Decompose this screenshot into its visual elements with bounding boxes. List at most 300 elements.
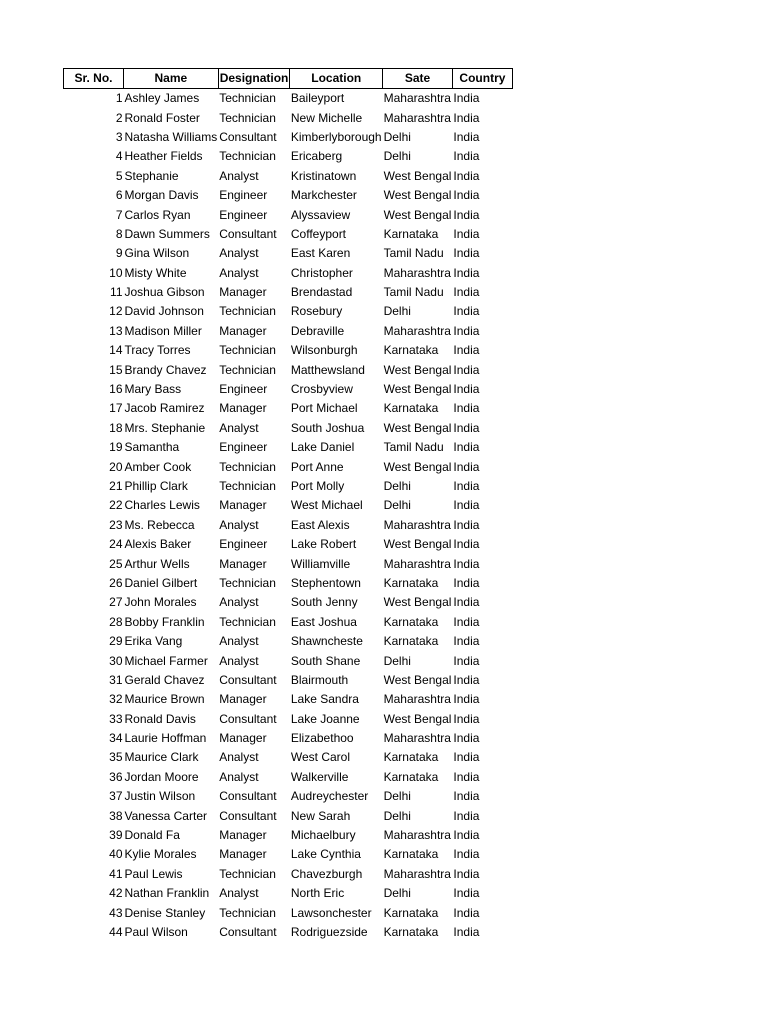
state-cell[interactable]: Maharashtra [383, 828, 451, 843]
table-row [64, 128, 513, 147]
state-cell[interactable]: Delhi [383, 479, 411, 493]
state-cell[interactable]: Delhi [383, 498, 411, 513]
designation-cell[interactable]: Analyst [219, 420, 259, 435]
table-row [64, 516, 513, 535]
table-row [64, 651, 513, 670]
country-cell[interactable]: India [453, 750, 480, 765]
header-row [64, 69, 513, 89]
designation-cell[interactable]: Technician [219, 905, 276, 920]
country-cell[interactable]: India [453, 401, 480, 416]
designation-cell[interactable]: Technician [219, 614, 276, 629]
location-cell[interactable]: Kristinatown [290, 168, 357, 183]
table-row [64, 787, 513, 806]
table-row [64, 496, 513, 515]
country-cell[interactable]: India [453, 207, 480, 222]
designation-cell[interactable]: Technician [219, 459, 276, 474]
state-cell[interactable]: West Bengal [383, 188, 452, 203]
designation-cell[interactable]: Manager [219, 498, 267, 513]
state-cell[interactable]: Karnataka [383, 847, 439, 862]
location-cell[interactable]: West Carol [290, 750, 351, 765]
name-cell[interactable]: Natasha Williams [124, 129, 218, 144]
sr-no-cell[interactable]: 43 [109, 905, 123, 920]
name-cell[interactable]: Joshua Gibson [124, 285, 205, 300]
table-row [64, 923, 513, 942]
table-row [64, 729, 513, 748]
designation-cell[interactable]: Manager [219, 828, 267, 843]
country-cell[interactable]: India [453, 886, 480, 901]
designation-cell[interactable]: Technician [219, 866, 276, 881]
country-cell[interactable]: India [453, 711, 480, 726]
name-cell[interactable]: Jordan Moore [124, 769, 199, 784]
name-cell[interactable]: Denise Stanley [124, 905, 206, 920]
table-row [64, 244, 513, 263]
country-cell[interactable]: India [453, 285, 480, 300]
name-cell[interactable]: Nathan Franklin [124, 886, 210, 901]
location-cell[interactable]: Blairmouth [290, 672, 349, 687]
country-cell[interactable]: India [453, 692, 480, 707]
location-cell[interactable]: Lake Sandra [290, 692, 359, 707]
country-cell[interactable]: India [453, 847, 480, 862]
designation-cell[interactable]: Manager [219, 323, 267, 338]
country-cell[interactable]: India [453, 498, 480, 513]
sr-no-cell[interactable]: 1 [115, 91, 123, 106]
country-cell[interactable]: India [453, 362, 480, 377]
country-cell[interactable]: India [453, 129, 480, 144]
name-cell[interactable]: Paul Lewis [124, 866, 183, 881]
state-cell[interactable]: West Bengal [383, 207, 452, 222]
sr-no-cell[interactable]: 2 [115, 110, 123, 125]
name-cell[interactable]: Laurie Hoffman [124, 731, 207, 746]
table-row [64, 89, 513, 109]
sr-no-cell[interactable]: 35 [109, 750, 123, 765]
name-cell[interactable]: John Morales [124, 595, 197, 610]
country-cell[interactable]: India [453, 323, 480, 338]
location-cell[interactable]: Shawncheste [290, 634, 363, 649]
country-cell[interactable]: India [453, 828, 480, 843]
name-cell[interactable]: Kylie Morales [124, 847, 197, 862]
location-cell[interactable]: Coffeyport [290, 226, 347, 241]
location-cell[interactable]: Williamville [290, 556, 351, 571]
state-cell[interactable]: Karnataka [383, 575, 439, 590]
location-cell[interactable]: Port Molly [290, 479, 345, 493]
table-row [64, 806, 513, 825]
designation-cell[interactable]: Manager [219, 401, 267, 416]
location-cell[interactable]: Wilsonburgh [290, 343, 358, 358]
state-cell[interactable]: Delhi [383, 886, 411, 901]
table-row [64, 341, 513, 360]
header-state[interactable]: Sate [383, 69, 453, 89]
sr-no-cell[interactable]: 34 [109, 731, 123, 746]
location-cell[interactable]: Walkerville [290, 769, 349, 784]
location-cell[interactable]: Michaelbury [290, 828, 356, 843]
state-cell[interactable]: Maharashtra [383, 110, 451, 125]
table-row [64, 845, 513, 864]
table-row [64, 419, 513, 438]
location-cell[interactable]: Crosbyview [290, 382, 353, 397]
country-cell[interactable]: India [453, 614, 480, 629]
sr-no-cell[interactable]: 8 [115, 226, 123, 241]
state-cell[interactable]: Karnataka [383, 634, 439, 649]
country-cell[interactable]: India [453, 188, 480, 203]
state-cell[interactable]: Tamil Nadu [383, 440, 444, 455]
table-row [64, 535, 513, 554]
sr-no-cell[interactable]: 25 [109, 556, 123, 571]
state-cell[interactable]: West Bengal [383, 711, 452, 726]
designation-cell[interactable]: Engineer [219, 207, 268, 222]
designation-cell[interactable]: Consultant [219, 711, 277, 726]
designation-cell[interactable]: Engineer [219, 440, 268, 455]
name-cell[interactable]: Samantha [124, 440, 180, 455]
state-cell[interactable]: West Bengal [383, 168, 452, 183]
name-cell[interactable]: Heather Fields [124, 149, 203, 164]
sr-no-cell[interactable]: 29 [109, 634, 123, 649]
location-cell[interactable]: Matthewsland [290, 362, 365, 377]
sr-no-cell[interactable]: 11 [110, 285, 123, 300]
sr-no-cell[interactable]: 15 [109, 362, 123, 377]
location-cell[interactable]: East Alexis [290, 517, 350, 532]
name-cell[interactable]: Stephanie [124, 168, 179, 183]
state-cell[interactable]: Karnataka [383, 401, 439, 416]
state-cell[interactable]: Delhi [383, 149, 411, 164]
designation-cell[interactable]: Analyst [219, 653, 259, 668]
location-cell[interactable]: New Sarah [290, 808, 351, 823]
location-cell[interactable]: East Karen [290, 246, 351, 261]
designation-cell[interactable]: Analyst [219, 886, 259, 901]
sr-no-cell[interactable]: 17 [109, 401, 123, 416]
name-cell[interactable]: Daniel Gilbert [124, 575, 198, 590]
location-cell[interactable]: Rodriguezside [290, 924, 368, 939]
state-cell[interactable]: Maharashtra [383, 517, 451, 532]
designation-cell[interactable]: Engineer [219, 188, 268, 203]
sr-no-cell[interactable]: 22 [109, 498, 123, 513]
state-cell[interactable]: West Bengal [383, 382, 452, 397]
country-cell[interactable]: India [453, 110, 480, 125]
designation-cell[interactable]: Analyst [219, 595, 259, 610]
name-cell[interactable]: Jacob Ramirez [124, 401, 205, 416]
sr-no-cell[interactable]: 3 [115, 129, 123, 144]
location-cell[interactable]: Markchester [290, 188, 357, 203]
header-country[interactable]: Country [452, 69, 512, 89]
state-cell[interactable]: Karnataka [383, 614, 439, 629]
table-row [64, 903, 513, 922]
state-cell[interactable]: West Bengal [383, 459, 452, 474]
designation-cell[interactable]: Consultant [219, 808, 277, 823]
country-cell[interactable]: India [453, 653, 480, 668]
location-cell[interactable]: South Jenny [290, 595, 358, 610]
sr-no-cell[interactable]: 32 [109, 692, 123, 707]
sr-no-cell[interactable]: 33 [109, 711, 123, 726]
name-cell[interactable]: Gerald Chavez [124, 672, 205, 687]
header-name[interactable]: Name [124, 69, 219, 89]
designation-cell[interactable]: Manager [219, 285, 267, 300]
name-cell[interactable]: Gina Wilson [124, 246, 190, 261]
country-cell[interactable]: India [453, 304, 480, 319]
name-cell[interactable]: Alexis Baker [124, 537, 192, 552]
name-cell[interactable]: Ashley James [124, 91, 200, 106]
sr-no-cell[interactable]: 16 [109, 382, 123, 397]
name-cell[interactable]: Arthur Wells [124, 556, 190, 571]
country-cell[interactable]: India [453, 634, 480, 649]
sr-no-cell[interactable]: 28 [109, 614, 123, 629]
country-cell[interactable]: India [453, 459, 480, 474]
designation-cell[interactable]: Technician [219, 304, 276, 319]
location-cell[interactable]: Brendastad [290, 285, 353, 300]
state-cell[interactable]: Karnataka [383, 750, 439, 765]
sr-no-cell[interactable]: 30 [109, 653, 123, 668]
state-cell[interactable]: West Bengal [383, 672, 452, 687]
country-cell[interactable]: India [453, 382, 480, 397]
country-cell[interactable]: India [453, 905, 480, 920]
name-cell[interactable]: Bobby Franklin [124, 614, 205, 629]
name-cell[interactable]: Mary Bass [124, 382, 182, 397]
table-row [64, 826, 513, 845]
designation-cell[interactable]: Technician [219, 479, 276, 493]
designation-cell[interactable]: Engineer [219, 382, 268, 397]
location-cell[interactable]: Lake Joanne [290, 711, 360, 726]
state-cell[interactable]: Karnataka [383, 343, 439, 358]
state-cell[interactable]: West Bengal [383, 362, 452, 377]
location-cell[interactable]: Elizabethoo [290, 731, 354, 746]
name-cell[interactable]: Brandy Chavez [124, 362, 207, 377]
designation-cell[interactable]: Analyst [219, 769, 259, 784]
country-cell[interactable]: India [453, 537, 480, 552]
header-designation[interactable]: Designation [218, 69, 290, 89]
table-row [64, 108, 513, 127]
table-row [64, 671, 513, 690]
state-cell[interactable]: Delhi [383, 304, 411, 319]
country-cell[interactable]: India [453, 789, 480, 804]
table-row [64, 167, 513, 186]
table-row [64, 457, 513, 476]
state-cell[interactable]: Karnataka [383, 905, 439, 920]
table-row [64, 399, 513, 418]
name-cell[interactable]: Erika Vang [124, 634, 183, 649]
sr-no-cell[interactable]: 23 [109, 517, 123, 532]
table-row [64, 690, 513, 709]
sr-no-cell[interactable]: 14 [109, 343, 123, 358]
header-location[interactable]: Location [290, 69, 383, 89]
designation-cell[interactable]: Manager [219, 731, 267, 746]
sr-no-cell[interactable]: 7 [115, 207, 123, 222]
table-row [64, 322, 513, 341]
location-cell[interactable]: Stephentown [290, 575, 361, 590]
name-cell[interactable]: Dawn Summers [124, 226, 210, 241]
table-row [64, 884, 513, 903]
country-cell[interactable]: India [453, 343, 480, 358]
state-cell[interactable]: Tamil Nadu [383, 246, 444, 261]
name-cell[interactable]: Maurice Brown [124, 692, 205, 707]
location-cell[interactable]: South Joshua [290, 420, 365, 435]
name-cell[interactable]: Tracy Torres [124, 343, 191, 358]
sr-no-cell[interactable]: 5 [115, 168, 123, 183]
designation-cell[interactable]: Analyst [219, 517, 259, 532]
location-cell[interactable]: South Shane [290, 653, 361, 668]
name-cell[interactable]: Ronald Davis [124, 711, 196, 726]
location-cell[interactable]: Alyssaview [290, 207, 351, 222]
state-cell[interactable]: West Bengal [383, 420, 452, 435]
location-cell[interactable]: Christopher [290, 265, 353, 280]
table-row [64, 283, 513, 302]
designation-cell[interactable]: Technician [219, 110, 276, 125]
location-cell[interactable]: Kimberlyborough [290, 129, 382, 144]
sr-no-cell[interactable]: 36 [109, 769, 123, 784]
country-cell[interactable]: India [453, 556, 480, 571]
location-cell[interactable]: Rosebury [290, 304, 343, 319]
sr-no-cell[interactable]: 12 [109, 304, 123, 319]
sr-no-cell[interactable]: 27 [109, 595, 123, 610]
country-cell[interactable]: India [453, 91, 480, 106]
name-cell[interactable]: Madison Miller [124, 323, 202, 338]
location-cell[interactable]: Port Michael [290, 401, 358, 416]
state-cell[interactable]: Maharashtra [383, 265, 451, 280]
state-cell[interactable]: Delhi [383, 808, 411, 823]
name-cell[interactable]: Maurice Clark [124, 750, 199, 765]
sr-no-cell[interactable]: 39 [109, 828, 123, 843]
location-cell[interactable]: Lawsonchester [290, 905, 372, 920]
designation-cell[interactable]: Consultant [219, 226, 277, 241]
table-row [64, 768, 513, 787]
designation-cell[interactable]: Analyst [219, 750, 259, 765]
sr-no-cell[interactable]: 9 [115, 246, 123, 261]
name-cell[interactable]: Misty White [124, 265, 187, 280]
name-cell[interactable]: Morgan Davis [124, 188, 199, 203]
country-cell[interactable]: India [453, 595, 480, 610]
designation-cell[interactable]: Technician [219, 362, 276, 377]
table-row [64, 632, 513, 651]
sr-no-cell[interactable]: 42 [109, 886, 123, 901]
sr-no-cell[interactable]: 37 [109, 789, 123, 804]
country-cell[interactable]: India [453, 149, 480, 164]
location-cell[interactable]: West Michael [290, 498, 363, 513]
state-cell[interactable]: Maharashtra [383, 866, 451, 881]
designation-cell[interactable]: Manager [219, 692, 267, 707]
country-cell[interactable]: India [453, 808, 480, 823]
designation-cell[interactable]: Manager [219, 847, 267, 862]
country-cell[interactable]: India [453, 440, 480, 455]
country-cell[interactable]: India [453, 769, 480, 784]
location-cell[interactable]: Debraville [290, 323, 345, 338]
state-cell[interactable]: West Bengal [383, 595, 452, 610]
location-cell[interactable]: Baileyport [290, 91, 345, 106]
sr-no-cell[interactable]: 41 [109, 866, 123, 881]
location-cell[interactable]: Port Anne [290, 459, 344, 474]
country-cell[interactable]: India [453, 517, 480, 532]
country-cell[interactable]: India [453, 672, 480, 687]
name-cell[interactable]: Vanessa Carter [124, 808, 207, 823]
designation-cell[interactable]: Consultant [219, 129, 277, 144]
state-cell[interactable]: Maharashtra [383, 556, 451, 571]
sr-no-cell[interactable]: 13 [109, 323, 123, 338]
sr-no-cell[interactable]: 20 [109, 459, 123, 474]
country-cell[interactable]: India [453, 575, 480, 590]
sr-no-cell[interactable]: 4 [115, 149, 123, 164]
name-cell[interactable]: Michael Farmer [124, 653, 208, 668]
state-cell[interactable]: Maharashtra [383, 731, 451, 746]
country-cell[interactable]: India [453, 924, 480, 939]
state-cell[interactable]: West Bengal [383, 537, 452, 552]
country-cell[interactable]: India [453, 246, 480, 261]
country-cell[interactable]: India [453, 168, 480, 183]
country-cell[interactable]: India [453, 265, 480, 280]
state-cell[interactable]: Maharashtra [383, 323, 451, 338]
sr-no-cell[interactable]: 31 [109, 672, 123, 687]
name-cell[interactable]: Donald Fa [124, 828, 180, 843]
name-cell[interactable]: Charles Lewis [124, 498, 200, 513]
designation-cell[interactable]: Consultant [219, 789, 277, 804]
state-cell[interactable]: Delhi [383, 789, 411, 804]
sr-no-cell[interactable]: 21 [109, 479, 123, 493]
name-cell[interactable]: Phillip Clark [124, 479, 188, 493]
designation-cell[interactable]: Manager [219, 556, 267, 571]
header-sr-no[interactable]: Sr. No. [64, 69, 124, 89]
country-cell[interactable]: India [453, 226, 480, 241]
name-cell[interactable]: David Johnson [124, 304, 204, 319]
sr-no-cell[interactable]: 24 [109, 537, 123, 552]
location-cell[interactable]: New Michelle [290, 110, 363, 125]
state-cell[interactable]: Tamil Nadu [383, 285, 444, 300]
name-cell[interactable]: Paul Wilson [124, 924, 188, 939]
location-cell[interactable]: Audreychester [290, 789, 369, 804]
state-cell[interactable]: Karnataka [383, 769, 439, 784]
name-cell[interactable]: Ronald Foster [124, 110, 200, 125]
sr-no-cell[interactable]: 26 [109, 575, 123, 590]
sr-no-cell[interactable]: 40 [109, 847, 123, 862]
name-cell[interactable]: Ms. Rebecca [124, 517, 195, 532]
name-cell[interactable]: Amber Cook [124, 459, 192, 474]
location-cell[interactable]: Chavezburgh [290, 866, 363, 881]
state-cell[interactable]: Delhi [383, 129, 411, 144]
table-row [64, 225, 513, 244]
sr-no-cell[interactable]: 18 [109, 420, 123, 435]
state-cell[interactable]: Karnataka [383, 226, 439, 241]
designation-cell[interactable]: Technician [219, 149, 276, 164]
country-cell[interactable]: India [453, 731, 480, 746]
location-cell[interactable]: Lake Robert [290, 537, 357, 552]
designation-cell[interactable]: Technician [219, 91, 276, 106]
state-cell[interactable]: Maharashtra [383, 91, 451, 106]
location-cell[interactable]: Ericaberg [290, 149, 343, 164]
location-cell[interactable]: Lake Daniel [290, 440, 355, 455]
designation-cell[interactable]: Consultant [219, 924, 277, 939]
state-cell[interactable]: Karnataka [383, 924, 439, 939]
state-cell[interactable]: Delhi [383, 653, 411, 668]
designation-cell[interactable]: Analyst [219, 246, 259, 261]
country-cell[interactable]: India [453, 866, 480, 881]
designation-cell[interactable]: Analyst [219, 168, 259, 183]
table-row [64, 710, 513, 729]
name-cell[interactable]: Mrs. Stephanie [124, 420, 206, 435]
designation-cell[interactable]: Analyst [219, 265, 259, 280]
designation-cell[interactable]: Technician [219, 575, 276, 590]
country-cell[interactable]: India [453, 479, 480, 493]
state-cell[interactable]: Maharashtra [383, 692, 451, 707]
designation-cell[interactable]: Engineer [219, 537, 268, 552]
sr-no-cell[interactable]: 44 [109, 924, 123, 939]
designation-cell[interactable]: Consultant [219, 672, 277, 687]
name-cell[interactable]: Carlos Ryan [124, 207, 191, 222]
designation-cell[interactable]: Technician [219, 343, 276, 358]
location-cell[interactable]: Lake Cynthia [290, 847, 361, 862]
location-cell[interactable]: East Joshua [290, 614, 357, 629]
name-cell[interactable]: Justin Wilson [124, 789, 196, 804]
location-cell[interactable]: North Eric [290, 886, 345, 901]
sr-no-cell[interactable]: 6 [115, 188, 123, 203]
sr-no-cell[interactable]: 19 [109, 440, 123, 455]
sr-no-cell[interactable]: 38 [109, 808, 123, 823]
designation-cell[interactable]: Analyst [219, 634, 259, 649]
sr-no-cell[interactable]: 10 [109, 265, 123, 280]
country-cell[interactable]: India [453, 420, 480, 435]
